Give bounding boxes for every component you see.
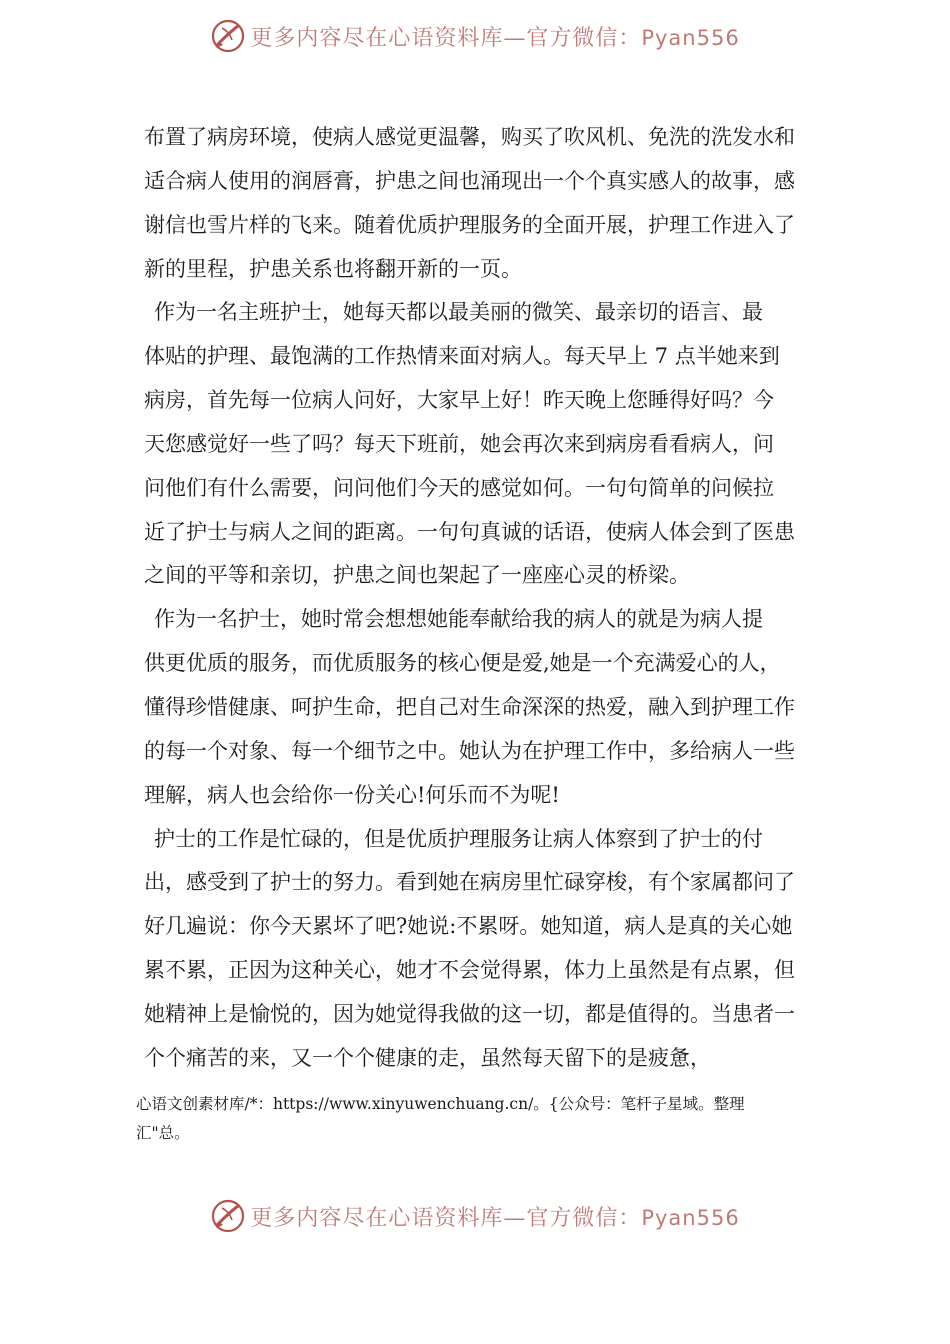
text-line: 问他们有什么需要，问问他们今天的感觉如何。一句句简单的问候拉 [144, 475, 774, 500]
source-note [136, 1090, 816, 1148]
pen-logo-icon [210, 1198, 246, 1234]
text-line: 适合病人使用的润唇膏，护患之间也涌现出一个个真实感人的故事，感 [144, 168, 795, 193]
banner-text-en: Pyan556 [641, 25, 740, 50]
source-note-line-2: 汇"总。 [136, 1124, 190, 1142]
text-line: 累不累，正因为这种关心，她才不会觉得累，体力上虽然是有点累，但 [144, 958, 795, 983]
banner-text-en: Pyan556 [641, 1205, 740, 1230]
text-line: 好几遍说：你今天累坏了吧?她说:不累呀。她知道，病人是真的关心她 [144, 914, 793, 939]
document-body [144, 116, 816, 1081]
text-line: 出，感受到了护士的努力。看到她在病房里忙碌穿梭，有个家属都问了 [144, 870, 795, 895]
text-line: 懂得珍惜健康、呵护生命，把自己对生命深深的热爱，融入到护理工作 [144, 694, 795, 719]
text-line: 体贴的护理、最饱满的工作热情来面对病人。每天早上 7 点半她来到 [144, 344, 780, 369]
header-banner [0, 16, 950, 56]
banner-text-cn: 更多内容尽在心语资料库—官方微信： [250, 25, 642, 51]
banner-text-cn: 更多内容尽在心语资料库—官方微信： [250, 1205, 642, 1231]
text-line: 作为一名主班护士，她每天都以最美丽的微笑、最亲切的语言、最 [154, 300, 763, 325]
text-line: 的每一个对象、每一个细节之中。她认为在护理工作中，多给病人一些 [144, 738, 795, 763]
source-note-line-1: 心语文创素材库/*：https://www.xinyuwenchuang.cn/。{公众号：笔杆子星域。整理 [136, 1095, 745, 1113]
footer-banner [0, 1196, 950, 1236]
text-line: 作为一名护士，她时常会想想她能奉献给我的病人的就是为病人提 [154, 607, 763, 632]
text-line: 她精神上是愉悦的，因为她觉得我做的这一切，都是值得的。当患者一 [144, 1001, 795, 1026]
text-line: 谢信也雪片样的飞来。随着优质护理服务的全面开展，护理工作进入了 [144, 212, 795, 237]
text-line: 个个痛苦的来，又一个个健康的走，虽然每天留下的是疲惫， [144, 1045, 711, 1070]
text-line: 供更优质的服务，而优质服务的核心便是爱,她是一个充满爱心的人， [144, 651, 781, 676]
text-line: 理解，病人也会给你一份关心!何乐而不为呢! [144, 782, 560, 807]
text-line: 病房，首先每一位病人问好，大家早上好！昨天晚上您睡得好吗？今 [144, 388, 774, 413]
text-line: 之间的平等和亲切，护患之间也架起了一座座心灵的桥梁。 [144, 563, 690, 588]
text-line: 布置了病房环境，使病人感觉更温馨，购买了吹风机、免洗的洗发水和 [144, 125, 795, 149]
text-line: 新的里程，护患关系也将翻开新的一页。 [144, 256, 522, 281]
pen-logo-icon [210, 18, 246, 54]
text-line: 天您感觉好一些了吗？每天下班前，她会再次来到病房看看病人，问 [144, 431, 774, 456]
banner-text [250, 21, 739, 52]
text-line: 近了护士与病人之间的距离。一句句真诚的话语，使病人体会到了医患 [144, 519, 795, 544]
banner-text [250, 1201, 739, 1232]
text-line: 护士的工作是忙碌的，但是优质护理服务让病人体察到了护士的付 [154, 826, 763, 851]
